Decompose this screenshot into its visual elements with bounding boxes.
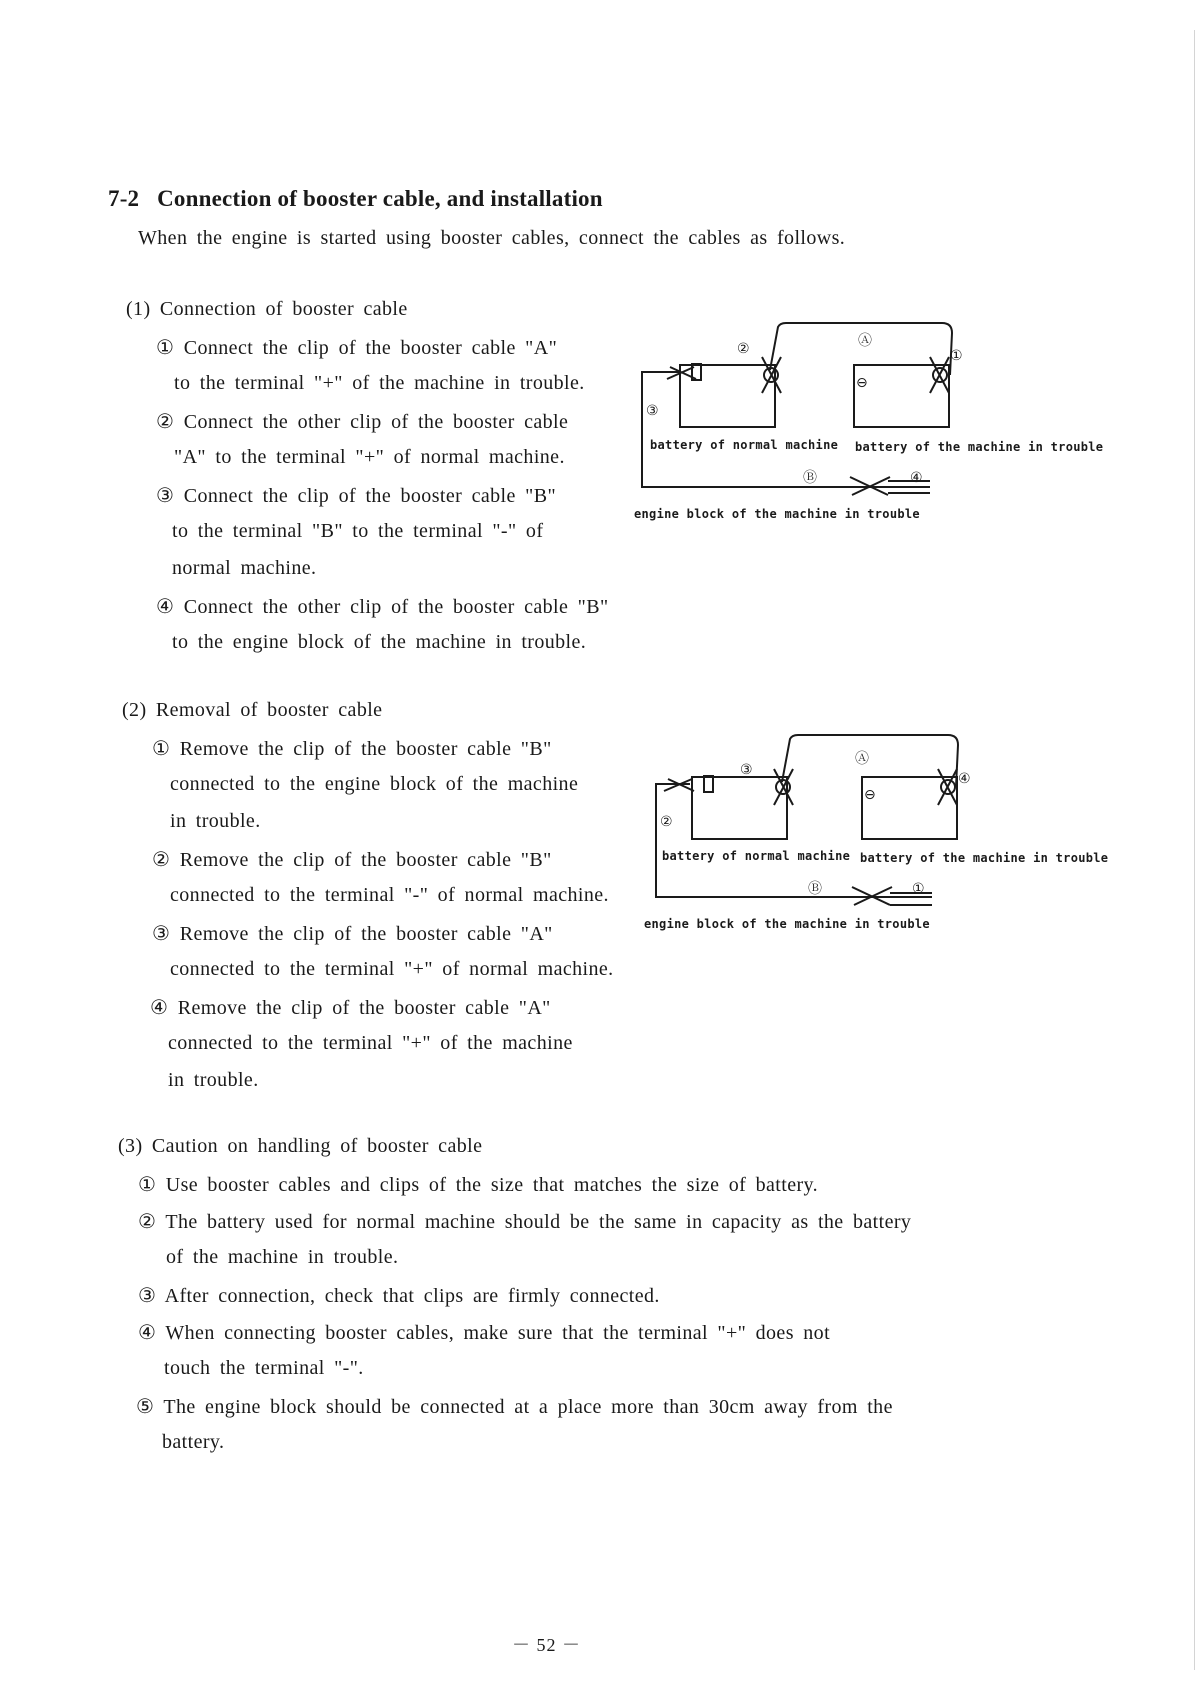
- mark-4: ④: [910, 470, 923, 486]
- part2-line: connected to the terminal "+" of normal machine.: [170, 958, 614, 980]
- part2-line: in trouble.: [168, 1069, 259, 1091]
- mark-2: ②: [737, 341, 750, 357]
- part1-line: to the terminal "B" to the terminal "-" of: [172, 520, 544, 542]
- mark-B: Ⓑ: [803, 470, 817, 486]
- part2-line: connected to the engine block of the machine: [170, 773, 579, 795]
- section-title: Connection of booster cable, and installation: [157, 186, 603, 211]
- part1-line: "A" to the terminal "+" of normal machine.: [174, 446, 565, 468]
- label-battery-normal: battery of normal machine: [650, 438, 839, 452]
- part1-line: normal machine.: [172, 557, 317, 579]
- label-engine-block: engine block of the machine in trouble: [634, 507, 920, 521]
- part3-line: touch the terminal "-".: [164, 1357, 364, 1379]
- part3-heading: (3) Caution on handling of booster cable: [118, 1135, 483, 1157]
- part3-line: ④ When connecting booster cables, make sure that the terminal "+" does not: [138, 1322, 831, 1344]
- part1-line: to the terminal "+" of the machine in trouble.: [174, 372, 585, 394]
- part1-line: ④ Connect the other clip of the booster cable "B": [156, 596, 609, 618]
- label-battery-trouble: battery of the machine in trouble: [860, 851, 1109, 865]
- part2-line: ① Remove the clip of the booster cable "B": [152, 738, 552, 760]
- booster-cable-removal-diagram: [642, 727, 1109, 947]
- part1-line: ① Connect the clip of the booster cable "A": [156, 337, 558, 359]
- section-intro: When the engine is started using booster cables, connect the cables as follows.: [138, 227, 846, 249]
- label-battery-normal: battery of normal machine: [662, 849, 851, 863]
- mark-B: Ⓑ: [808, 881, 822, 897]
- part2-line: in trouble.: [170, 810, 261, 832]
- page-number: － 52 －: [512, 1635, 581, 1655]
- part3-line: ⑤ The engine block should be connected at a place more than 30cm away from the: [136, 1396, 893, 1418]
- part3-line: battery.: [162, 1431, 225, 1453]
- part2-line: ③ Remove the clip of the booster cable "A": [152, 923, 553, 945]
- part3-line: ③ After connection, check that clips are firmly connected.: [138, 1285, 660, 1307]
- part3-line: of the machine in trouble.: [166, 1246, 399, 1268]
- mark-A: Ⓐ: [855, 751, 869, 767]
- part2-line: ② Remove the clip of the booster cable "B": [152, 849, 552, 871]
- part2-line: connected to the terminal "-" of normal machine.: [170, 884, 609, 906]
- part2-heading: (2) Removal of booster cable: [122, 699, 383, 721]
- part1-line: ② Connect the other clip of the booster cable: [156, 411, 569, 433]
- minus-terminal-mark: ⊖: [856, 375, 868, 391]
- minus-terminal-mark: ⊖: [864, 787, 876, 803]
- mark-A: Ⓐ: [858, 333, 872, 349]
- booster-cable-connection-diagram: [630, 315, 1104, 535]
- part3-line: ① Use booster cables and clips of the size that matches the size of battery.: [138, 1174, 819, 1196]
- label-battery-trouble: battery of the machine in trouble: [855, 440, 1104, 454]
- mark-4: ④: [958, 771, 971, 787]
- part2-line: ④ Remove the clip of the booster cable "A": [150, 997, 551, 1019]
- label-engine-block: engine block of the machine in trouble: [644, 917, 930, 931]
- section-number: 7-2: [108, 186, 140, 211]
- part1-heading: (1) Connection of booster cable: [126, 298, 408, 320]
- mark-1: ①: [950, 348, 963, 364]
- page-edge-line: [1194, 30, 1195, 1670]
- mark-2: ②: [660, 814, 673, 830]
- section-heading: [108, 186, 603, 212]
- mark-3: ③: [740, 762, 753, 778]
- part1-line: ③ Connect the clip of the booster cable "B": [156, 485, 557, 507]
- mark-1: ①: [912, 881, 925, 897]
- part2-line: connected to the terminal "+" of the machine: [168, 1032, 573, 1054]
- part3-line: ② The battery used for normal machine should be the same in capacity as the battery: [138, 1211, 912, 1233]
- mark-3: ③: [646, 403, 659, 419]
- part1-line: to the engine block of the machine in trouble.: [172, 631, 587, 653]
